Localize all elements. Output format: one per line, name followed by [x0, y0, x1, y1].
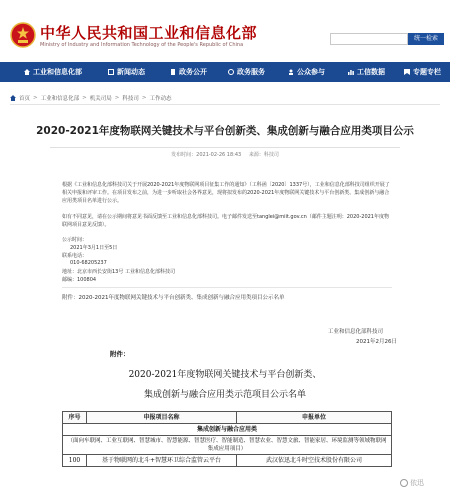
national-emblem-icon[interactable]: [10, 22, 36, 48]
watermark: [400, 478, 424, 488]
attachment-link[interactable]: 附件：2020-2021年度物联网关键技术与平台创新类、集成创新与融合应用类项目公示名单: [62, 295, 285, 301]
news-icon: [108, 69, 114, 75]
table-header-row: [63, 412, 392, 424]
table-row: [63, 455, 392, 467]
topic-icon: [404, 69, 410, 75]
site-title[interactable]: 中华人民共和国工业和信息化部: [40, 24, 258, 42]
nav-item-label: 公众参与: [297, 68, 325, 76]
contact-label: 联系电话：: [62, 253, 88, 259]
article-title: 2020-2021年度物联网关键技术与平台创新类、集成创新与融合应用类项目公示: [36, 125, 414, 137]
nav-item-label: 专题专栏: [413, 68, 441, 76]
title-divider: [50, 147, 400, 148]
table-section-row: [63, 424, 392, 436]
breadcrumb-item-home[interactable]: 首页: [19, 96, 31, 102]
search-input[interactable]: [330, 33, 408, 45]
nav-item-data[interactable]: [348, 62, 385, 82]
breadcrumb-separator: >: [141, 95, 147, 101]
attachment-title-line2: 集成创新与融合应用类示范项目公示名单: [143, 390, 306, 400]
nav-item-label: 工信数据: [357, 68, 385, 76]
nav-item-participation[interactable]: [288, 62, 325, 82]
nav-item-topics[interactable]: [404, 62, 441, 82]
main-nav: [0, 62, 450, 82]
breadcrumb-item-miit[interactable]: 工业和信息化部: [40, 96, 80, 102]
breadcrumb: [10, 94, 172, 102]
site-subtitle: Ministry of Industry and Information Technology of the People's Republic of China: [40, 42, 244, 48]
breadcrumb-separator: >: [33, 95, 38, 101]
nav-item-label: 政务公开: [179, 68, 207, 76]
service-icon: [228, 69, 234, 75]
publicity-period: [62, 236, 87, 243]
home-icon: [10, 95, 16, 101]
nav-item-news[interactable]: [108, 62, 145, 82]
col-header-project: 申报项目名称: [87, 412, 237, 424]
row-number: 100: [63, 455, 87, 467]
article-meta: [10, 151, 440, 158]
breadcrumb-item-tech-dept[interactable]: 科技司: [122, 96, 139, 102]
article-source: 来源：科技司: [248, 152, 279, 158]
breadcrumb-item-work-news[interactable]: 工作动态: [149, 96, 172, 102]
signer: 工业和信息化部科技司: [328, 329, 384, 335]
project-list-table: [62, 411, 392, 467]
body-divider: [62, 287, 392, 288]
attachment-title-line1: 2020-2021年度物联网关键技术与平台创新类、: [128, 370, 322, 380]
col-header-unit: 申报单位: [237, 412, 392, 424]
nav-item-open-affairs[interactable]: [170, 62, 207, 82]
address: 地址：北京市西长安街13号 工业和信息化部科技司: [62, 269, 175, 275]
breadcrumb-separator: >: [114, 95, 120, 101]
row-project-name: 基于物联网的北斗+智慧环卫综合监管云平台: [87, 455, 237, 467]
table-section-desc-row: [63, 436, 392, 455]
col-header-no: 序号: [63, 412, 87, 424]
article-body-paragraph: 根据《工业和信息化部科技司关于开展2020-2021年度物联网项目征集工作的通知》（工科函〔2020〕1337号），工业和信息化部科技司组织开展了相关申报和评审工作。在项目发布之前，为进一步听取社会各界意见，现将拟发布的2020-2021年度物联网关键技术与平台创新类、集成创新与融合应用类项目名单进行公示。: [62, 182, 390, 204]
objection-paragraph: 如有不同意见，请在公示期间将意见书面反馈至工业和信息化部科技司。电子邮件发送至tanglei@miit.gov.cn（邮件主题注明：2020-2021年度物联网项目意见反馈）。: [62, 214, 389, 228]
postcode: 邮编：100804: [62, 277, 97, 283]
nav-item-services[interactable]: [228, 62, 265, 82]
site-header: [0, 0, 450, 62]
watermark-text: 依迅: [410, 479, 424, 487]
contact-phone: 010-68205237: [70, 260, 107, 266]
breadcrumb-separator: >: [82, 95, 87, 101]
section-title: 集成创新与融合应用类: [63, 424, 392, 436]
publish-time: 发布时间：2021-02-26 18:43: [171, 152, 242, 158]
home-icon: [24, 69, 30, 75]
row-applicant-unit: 武汉依迅北斗时空技术股份有限公司: [237, 455, 392, 467]
search-button[interactable]: 统一检索: [408, 33, 444, 45]
attachment-label: 附件：: [110, 350, 130, 358]
nav-item-miit[interactable]: [24, 62, 82, 82]
nav-item-label: 新闻动态: [117, 68, 145, 76]
data-icon: [348, 69, 354, 75]
people-icon: [288, 69, 294, 75]
sign-date: 2021年2月26日: [356, 339, 397, 345]
period-label: 公示时间：: [62, 237, 88, 243]
period-value: 2021年3月1日至5日: [70, 245, 118, 251]
document-icon: [170, 69, 176, 75]
nav-item-label: 政务服务: [237, 68, 265, 76]
breadcrumb-item-departments[interactable]: 机关司局: [89, 96, 112, 102]
section-description: （面向车联网、工业互联网、智慧城市、智慧能源、智慧医疗、智能制造、智慧农业、智慧文旅、智能家居、环境监测等领域物联网集成应用项目）: [63, 436, 392, 455]
nav-item-label: 工业和信息化部: [33, 68, 82, 76]
article: [10, 104, 440, 499]
wechat-icon: [400, 479, 408, 487]
